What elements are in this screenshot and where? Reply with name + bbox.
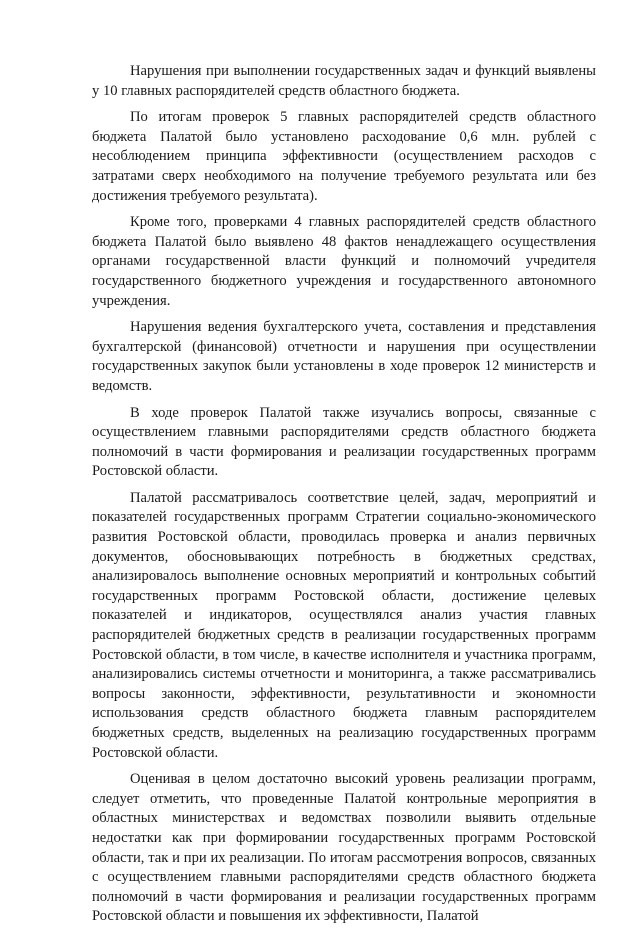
paragraph-violations-tasks: Нарушения при выполнении государственных задач и функций выявлены у 10 главных распорядителей средств областного бюджета. xyxy=(92,63,596,99)
paragraph-accounting-violations: Нарушения ведения бухгалтерского учета, составления и представления бухгалтерской (финансовой) отчетности и нарушения при осуществлении государственных закупок были установлены в ходе проверок 12 министерств и ведомств. xyxy=(92,319,596,394)
paragraph-program-evaluation: Оценивая в целом достаточно высокий уровень реализации программ, следует отметить, что проведенные Палатой контрольные мероприятия в областных министерствах и ведомствах позволили выявить отдельные недостатки как при формировании государственных программ Ростовской области, так и при их реализации. По итогам рассмотрения вопросов, связанных с осуществлением главными распорядителями средств областного бюджета полномочий в части формирования и реализации государственных программ Ростовской области и повышения их эффективности, Палатой xyxy=(92,771,596,925)
document-page xyxy=(92,62,596,934)
paragraph-program-powers: В ходе проверок Палатой также изучались вопросы, связанные с осуществлением главными распорядителями средств областного бюджета полномочий в части формирования и реализации государственных программ Ростовской области. xyxy=(92,404,596,480)
paragraph-efficiency-spending: По итогам проверок 5 главных распорядителей средств областного бюджета Палатой было установлено расходование 0,6 млн. рублей с несоблюдением принципа эффективности (осуществлением расходов с затратами сверх необходимого на получение требуемого результата или без достижения требуемого результата). xyxy=(92,109,596,204)
paragraph-program-analysis: Палатой рассматривалось соответствие целей, задач, мероприятий и показателей государственных программ Стратегии социально-экономического развития Ростовской области, проводилась проверка и анализ первичных документов, обосновывающих потребность в бюджетных средствах, анализировалось выполнение основных мероприятий и контрольных событий государственных программ Ростовской области, достижение целевых показателей и индикаторов, осуществлялся анализ участия главных распорядителей бюджетных средств в реализации государственных программ Ростовской области, в том числе, в качестве исполнителя и участника программ, анализировались системы отчетности и мониторинга, а также рассматривались вопросы законности, эффективности, результативности и экономности использования средств областного бюджета главным распорядителем бюджетных средств, выделенных на реализацию государственных программ Ростовской области. xyxy=(92,489,596,761)
paragraph-founder-functions: Кроме того, проверками 4 главных распорядителей средств областного бюджета Палатой было выявлено 48 фактов ненадлежащего осуществления органами государственной власти функций и полномочий учредителя государственного бюджетного учреждения и государственного автономного учреждения. xyxy=(92,214,596,309)
